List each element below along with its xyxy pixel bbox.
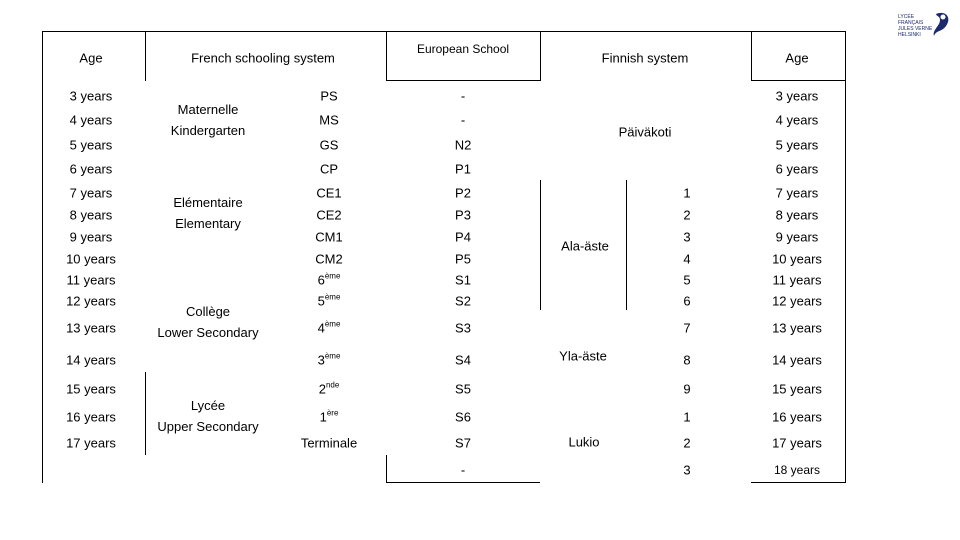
age-right: 15 years [772,381,822,397]
age-left: 11 years [66,272,116,288]
finnish-grade: 8 [683,352,691,368]
european-cell: S7 [455,435,471,451]
european-cell: S6 [455,409,471,425]
grade-number: 3 [317,352,325,368]
european-cell: S1 [455,272,471,288]
european-cell: P1 [455,161,471,177]
grade-cell: MS [319,112,339,128]
grade-cell: CM2 [315,251,343,267]
age-left: 6 years [69,161,113,177]
header-european-school: European School [416,42,510,56]
finnish-grade: 3 [683,462,691,478]
age-left: 3 years [69,88,113,104]
finnish-grade: 4 [683,251,691,267]
european-cell: N2 [454,137,472,153]
logo-line: FRANÇAIS [898,20,924,26]
grade-cell: CM1 [315,229,343,245]
finnish-level-paivakoti: Päiväkoti [618,124,672,140]
grade-number: 1 [319,409,327,425]
finnish-grade: 1 [683,409,691,425]
finnish-grade: 5 [683,272,691,288]
logo-line: LYCÉE [898,14,915,20]
european-cell: S3 [455,320,471,336]
finnish-grade: 6 [683,293,691,309]
age-right: 17 years [772,435,822,451]
grade-suffix: ème [324,351,341,361]
french-group-elementaire [173,192,242,234]
grade-number: 6 [317,272,325,288]
european-cell: - [460,112,466,128]
grade-cell: CP [319,161,339,177]
grade-suffix: nde [325,380,340,390]
age-left: 9 years [69,229,113,245]
european-cell: P4 [455,229,471,245]
grade-suffix: ème [324,271,341,281]
age-right: 16 years [772,409,822,425]
grade-cell [317,319,341,336]
grade-cell: GS [319,137,339,153]
age-right: 12 years [772,293,822,309]
european-cell: - [460,462,466,478]
group-translation: Kindergarten [170,123,246,138]
age-right: 5 years [775,137,819,153]
grade-number: 2 [318,381,326,397]
european-cell: - [460,88,466,104]
group-name: Elémentaire [173,195,243,210]
finnish-level-yla-aste: Yla-äste [559,348,607,364]
age-right: 10 years [772,251,822,267]
age-right: 7 years [775,185,819,201]
school-logo [896,8,952,48]
finnish-level-lukio: Lukio [568,434,600,450]
finnish-grade: 3 [683,229,691,245]
grade-cell: CE2 [316,207,342,223]
european-cell: S2 [455,293,471,309]
finnish-level-ala-aste: Ala-äste [561,238,609,254]
age-right: 18 years [773,463,821,477]
french-group-college [157,301,258,343]
european-cell: P5 [455,251,471,267]
grade-suffix: ème [324,292,341,302]
grade-suffix: ème [324,319,341,329]
age-right: 3 years [775,88,819,104]
finnish-grade: 2 [683,435,691,451]
age-right: 8 years [775,207,819,223]
grade-cell: PS [320,88,338,104]
age-left: 14 years [66,352,116,368]
group-translation: Lower Secondary [157,325,259,340]
header-age-left: Age [79,50,103,66]
group-translation: Elementary [175,216,241,231]
grade-cell: CE1 [316,185,342,201]
age-left: 8 years [69,207,113,223]
group-name: Maternelle [177,102,239,117]
finnish-grade: 9 [683,381,691,397]
age-left: 17 years [66,435,116,451]
grade-suffix: ère [326,408,339,418]
finnish-grade: 2 [683,207,691,223]
group-name: Lycée [190,398,226,413]
age-right: 4 years [775,112,819,128]
age-left: 16 years [66,409,116,425]
group-translation: Upper Secondary [157,419,259,434]
age-right: 13 years [772,320,822,336]
french-group-maternelle [171,99,245,141]
logo-line: JULES VERNE [898,26,933,32]
age-left: 10 years [66,251,116,267]
finnish-grade: 7 [683,320,691,336]
age-left: 15 years [66,381,116,397]
french-group-lycee [157,395,258,437]
grade-cell [317,292,341,309]
group-name: Collège [185,304,231,319]
european-cell: S4 [455,352,471,368]
header-french-system: French schooling system [191,50,335,66]
age-left: 12 years [66,293,116,309]
grade-cell [317,351,341,368]
age-right: 9 years [775,229,819,245]
grade-number: 4 [317,320,325,336]
grade-cell [317,271,341,288]
logo-line: HELSINKI [898,32,921,38]
grade-cell [318,380,340,397]
grade-number: 5 [317,293,325,309]
age-left: 4 years [69,112,113,128]
european-cell: S5 [455,381,471,397]
european-cell: P3 [455,207,471,223]
finnish-grade: 1 [683,185,691,201]
grade-cell: Terminale [300,435,358,451]
european-cell: P2 [455,185,471,201]
age-right: 11 years [772,272,822,288]
age-left: 7 years [69,185,113,201]
header-age-right: Age [785,50,809,66]
age-left: 5 years [69,137,113,153]
age-right: 6 years [775,161,819,177]
grade-cell [319,408,339,425]
header-finnish-system: Finnish system [601,50,689,66]
age-left: 13 years [66,320,116,336]
age-right: 14 years [772,352,822,368]
